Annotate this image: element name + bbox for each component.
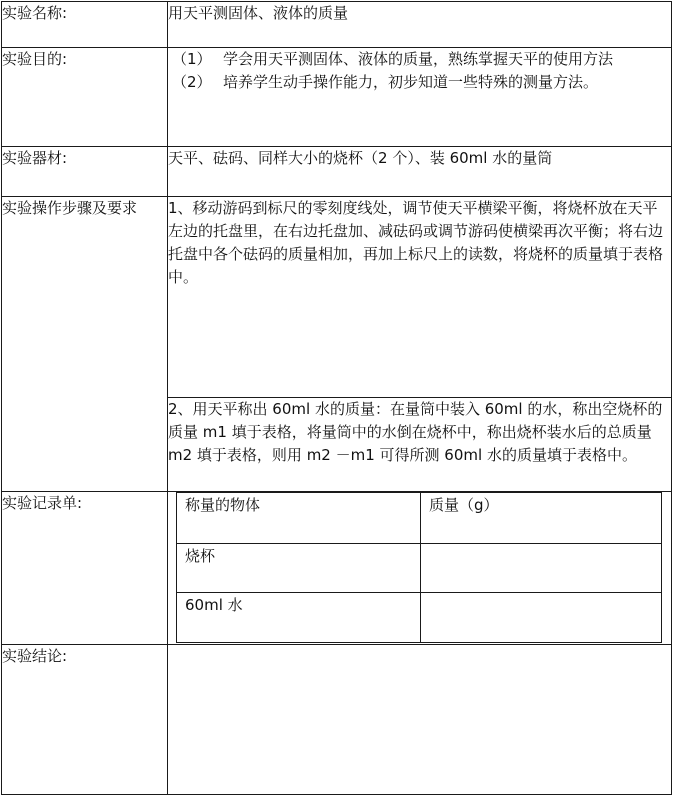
record-mass-input-cell[interactable] — [421, 544, 662, 593]
experiment-name-label: 实验名称: — [2, 2, 168, 48]
experiment-form-table — [1, 1, 672, 795]
experiment-purpose-label: 实验目的: — [2, 48, 168, 147]
steps-label: 实验操作步骤及要求 — [2, 197, 168, 492]
record-header-mass: 质量（g） — [421, 493, 662, 544]
step-2-text — [168, 398, 672, 492]
record-label: 实验记录单: — [2, 492, 168, 645]
record-header-row — [177, 493, 662, 544]
record-mass-input-cell[interactable] — [421, 593, 662, 643]
purpose-item-number: （1） — [172, 50, 212, 68]
step-1-paragraph: 1、移动游码到标尺的零刻度线处，调节使天平横梁平衡，将烧杯放在天平左边的托盘里，在右边托盘加、减砝码或调节游码使横梁再次平衡；将右边托盘中各个砝码的质量相加，再加上标尺上的读数，将烧杯的质量填于表格中。 — [168, 199, 664, 286]
conclusion-label: 实验结论: — [2, 645, 168, 795]
record-header-object: 称量的物体 — [177, 493, 421, 544]
purpose-item-number: （2） — [172, 73, 212, 91]
row-equipment — [2, 147, 672, 197]
purpose-item-text: 学会用天平测固体、液体的质量，熟练掌握天平的使用方法 — [223, 50, 614, 68]
step-1-text — [168, 197, 672, 398]
purpose-item — [168, 71, 671, 94]
record-cell — [168, 492, 672, 645]
row-experiment-name — [2, 2, 672, 48]
table-row — [177, 593, 662, 643]
equipment-value: 天平、砝码、同样大小的烧杯（2 个）、装 60ml 水的量筒 — [168, 147, 672, 197]
row-steps — [2, 197, 672, 398]
step-2-paragraph: 2、用天平称出 60ml 水的质量：在量筒中装入 60ml 的水，称出空烧杯的质量 m1 填于表格，将量筒中的水倒在烧杯中，称出烧杯装水后的总质量 m2 填于表格，则用 m2 －m1 可得所测 60ml 水的质量填于表格中。 — [168, 400, 663, 464]
record-table — [176, 492, 662, 643]
row-conclusion — [2, 645, 672, 795]
record-object-cell: 60ml 水 — [177, 593, 421, 643]
row-experiment-purpose — [2, 48, 672, 147]
experiment-purpose-cell — [168, 48, 672, 147]
experiment-name-value: 用天平测固体、液体的质量 — [168, 2, 672, 48]
table-row — [177, 544, 662, 593]
equipment-label: 实验器材: — [2, 147, 168, 197]
purpose-item-text: 培养学生动手操作能力，初步知道一些特殊的测量方法。 — [223, 73, 599, 91]
purpose-item — [168, 48, 671, 71]
row-record — [2, 492, 672, 645]
record-object-cell: 烧杯 — [177, 544, 421, 593]
conclusion-value-cell[interactable] — [168, 645, 672, 795]
